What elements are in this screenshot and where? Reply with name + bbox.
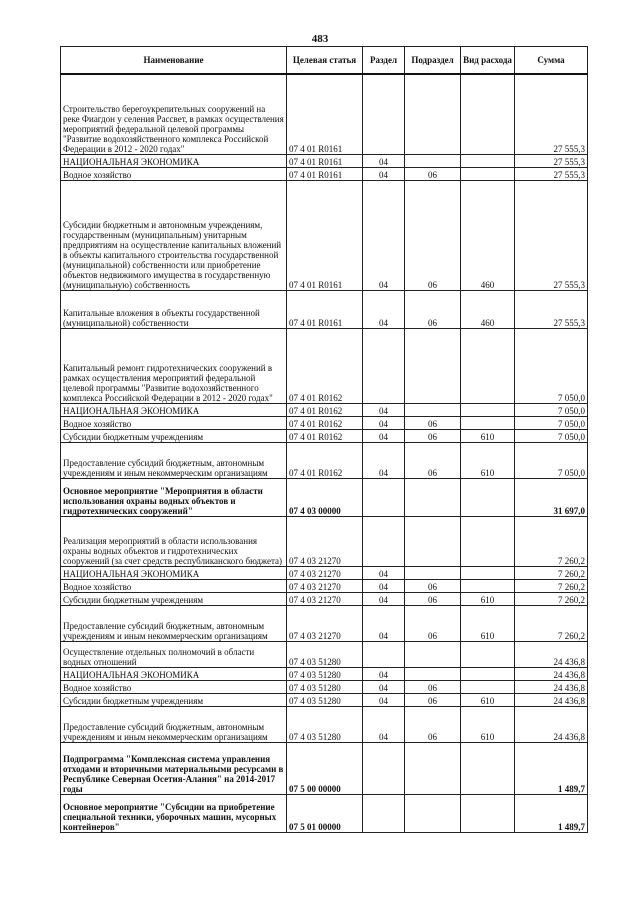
cell-sum: 27 555,3 [515,167,588,180]
cell-code: 07 4 03 21270 [287,605,363,641]
cell-code: 07 4 01 R0161 [287,154,363,167]
cell-name: Капитальный ремонт гидротехнических сооружений в рамках осуществления мероприятий федеральной целевой программы "Развитие водохозяйственного комплекса Российской Федерации в 2012 - 2020 годах" [61,328,287,403]
cell-name: Субсидии бюджетным учреждениям [61,693,287,706]
cell-section: 04 [363,680,405,693]
cell-sum: 1 489,7 [515,794,588,832]
cell-expense-type [461,74,515,154]
cell-code: 07 4 01 R0162 [287,403,363,416]
cell-expense-type: 460 [461,290,515,328]
cell-section: 04 [363,290,405,328]
cell-name: Субсидии бюджетным учреждениям [61,592,287,605]
table-row [61,742,588,794]
cell-subsection [405,667,461,680]
cell-expense-type [461,794,515,832]
cell-section: 04 [363,442,405,478]
cell-code: 07 4 03 00000 [287,478,363,516]
cell-name: НАЦИОНАЛЬНАЯ ЭКОНОМИКА [61,403,287,416]
cell-section: 04 [363,592,405,605]
cell-expense-type [461,328,515,403]
table-row [61,641,588,667]
cell-subsection: 06 [405,693,461,706]
cell-expense-type [461,154,515,167]
table-row [61,442,588,478]
table-row [61,706,588,742]
cell-code: 07 4 03 51280 [287,641,363,667]
cell-expense-type: 610 [461,429,515,442]
cell-name: Водное хозяйство [61,579,287,592]
cell-sum: 24 436,8 [515,680,588,693]
cell-expense-type [461,167,515,180]
table-row [61,667,588,680]
cell-sum: 27 555,3 [515,290,588,328]
cell-sum: 7 050,0 [515,328,588,403]
cell-section: 04 [363,605,405,641]
cell-name: НАЦИОНАЛЬНАЯ ЭКОНОМИКА [61,154,287,167]
cell-subsection: 06 [405,579,461,592]
header-name: Наименование [61,47,287,75]
cell-section [363,328,405,403]
cell-subsection: 06 [405,416,461,429]
cell-name: Осуществление отдельных полномочий в области водных отношений [61,641,287,667]
cell-name: Водное хозяйство [61,416,287,429]
cell-name: Основное мероприятие "Субсидии на приобретение специальной техники, уборочных машин, мусорных контейнеров" [61,794,287,832]
cell-sum: 31 697,0 [515,478,588,516]
cell-subsection: 06 [405,167,461,180]
cell-section [363,641,405,667]
cell-subsection: 06 [405,442,461,478]
cell-subsection [405,328,461,403]
cell-subsection [405,794,461,832]
table-row [61,290,588,328]
cell-name: Предоставление субсидий бюджетным, автономным учреждениям и иным некоммерческим организациям [61,706,287,742]
cell-expense-type [461,516,515,566]
cell-name: Предоставление субсидий бюджетным, автономным учреждениям и иным некоммерческим организациям [61,605,287,641]
cell-expense-type [461,566,515,579]
cell-section [363,478,405,516]
cell-section: 04 [363,416,405,429]
cell-subsection [405,566,461,579]
cell-subsection: 06 [405,605,461,641]
cell-expense-type [461,742,515,794]
table-row [61,154,588,167]
cell-subsection: 06 [405,290,461,328]
cell-section: 04 [363,706,405,742]
cell-code: 07 4 01 R0161 [287,167,363,180]
cell-code: 07 4 01 R0161 [287,180,363,290]
cell-subsection: 06 [405,429,461,442]
cell-name: Водное хозяйство [61,680,287,693]
cell-code: 07 4 03 51280 [287,706,363,742]
cell-code: 07 4 03 51280 [287,680,363,693]
cell-sum: 7 260,2 [515,605,588,641]
cell-name: Субсидии бюджетным учреждениям [61,429,287,442]
cell-expense-type [461,416,515,429]
cell-expense-type [461,478,515,516]
table-row [61,566,588,579]
cell-name: Подпрограмма "Комплексная система управления отходами и вторичными материальными ресурсами в Республике Северная Осетия-Алания" на 2014-2017 годы [61,742,287,794]
cell-code: 07 4 03 51280 [287,693,363,706]
header-expense-type: Вид расхода [461,47,515,75]
table-row [61,794,588,832]
cell-sum: 24 436,8 [515,706,588,742]
header-subsection: Подраздел [405,47,461,75]
cell-code: 07 4 01 R0162 [287,442,363,478]
cell-name: Реализация мероприятий в области использования охраны водных объектов и гидротехнических сооружений (за счет средств республиканского бюджета) [61,516,287,566]
table-row [61,74,588,154]
cell-name: Водное хозяйство [61,167,287,180]
table-body [61,74,588,832]
table-row [61,416,588,429]
table-row [61,403,588,416]
cell-code: 07 4 03 21270 [287,566,363,579]
cell-expense-type: 610 [461,592,515,605]
cell-sum: 7 260,2 [515,516,588,566]
cell-subsection [405,641,461,667]
cell-sum: 7 260,2 [515,579,588,592]
cell-sum: 24 436,8 [515,693,588,706]
cell-subsection [405,516,461,566]
table-row [61,680,588,693]
cell-name: Строительство берегоукрепительных сооружений на реке Фиагдон у селения Рассвет, в рамках осуществления мероприятий федеральной целевой программы "Развитие водохозяйственного комплекса Российской Федерации в 2012 - 2020 годах" [61,74,287,154]
cell-expense-type [461,680,515,693]
cell-subsection: 06 [405,180,461,290]
cell-code: 07 4 03 21270 [287,592,363,605]
cell-code: 07 5 00 00000 [287,742,363,794]
cell-name: Предоставление субсидий бюджетным, автономным учреждениям и иным некоммерческим организациям [61,442,287,478]
cell-section [363,742,405,794]
cell-sum: 7 050,0 [515,429,588,442]
cell-subsection [405,154,461,167]
cell-subsection: 06 [405,592,461,605]
table-row [61,516,588,566]
cell-sum: 27 555,3 [515,154,588,167]
cell-code: 07 4 01 R0162 [287,328,363,403]
cell-expense-type [461,667,515,680]
cell-expense-type: 610 [461,706,515,742]
table-row [61,180,588,290]
cell-expense-type: 610 [461,693,515,706]
table-row [61,429,588,442]
cell-subsection [405,403,461,416]
cell-expense-type: 610 [461,442,515,478]
cell-sum: 7 260,2 [515,566,588,579]
budget-table [60,46,588,833]
cell-subsection [405,74,461,154]
cell-section: 04 [363,154,405,167]
header-section: Раздел [363,47,405,75]
cell-sum: 27 555,3 [515,180,588,290]
cell-section [363,794,405,832]
cell-section: 04 [363,667,405,680]
table-row [61,592,588,605]
table-row [61,605,588,641]
cell-name: Субсидии бюджетным и автономным учреждениям, государственным (муниципальным) унитарным предприятиям на осуществление капитальных вложений в объекты капитального строительства государственной (муниципальной) собственности или приобретение объектов недвижимого имущества в государственную (муниципальную) собственность [61,180,287,290]
cell-sum: 27 555,3 [515,74,588,154]
table-row [61,579,588,592]
cell-subsection: 06 [405,706,461,742]
cell-section: 04 [363,566,405,579]
cell-section: 04 [363,429,405,442]
cell-sum: 24 436,8 [515,667,588,680]
cell-sum: 7 050,0 [515,442,588,478]
cell-section [363,74,405,154]
cell-sum: 1 489,7 [515,742,588,794]
cell-sum: 7 260,2 [515,592,588,605]
cell-name: НАЦИОНАЛЬНАЯ ЭКОНОМИКА [61,667,287,680]
cell-sum: 24 436,8 [515,641,588,667]
cell-name: Основное мероприятие "Мероприятия в области использования охраны водных объектов и гидротехнических сооружений" [61,478,287,516]
table-row [61,328,588,403]
table-row [61,478,588,516]
cell-expense-type [461,403,515,416]
cell-expense-type: 610 [461,605,515,641]
cell-section: 04 [363,180,405,290]
cell-name: НАЦИОНАЛЬНАЯ ЭКОНОМИКА [61,566,287,579]
table-row [61,167,588,180]
cell-expense-type [461,579,515,592]
cell-subsection [405,742,461,794]
cell-subsection [405,478,461,516]
cell-code: 07 4 03 21270 [287,579,363,592]
header-sum: Сумма [515,47,588,75]
cell-code: 07 4 01 R0161 [287,290,363,328]
cell-sum: 7 050,0 [515,403,588,416]
cell-code: 07 4 03 51280 [287,667,363,680]
cell-code: 07 4 01 R0162 [287,429,363,442]
cell-subsection: 06 [405,680,461,693]
cell-section: 04 [363,693,405,706]
cell-name: Капитальные вложения в объекты государственной (муниципальной) собственности [61,290,287,328]
cell-section: 04 [363,579,405,592]
cell-sum: 7 050,0 [515,416,588,429]
cell-section: 04 [363,167,405,180]
cell-section [363,516,405,566]
page-number: 483 [311,33,329,45]
table-header-row [61,47,588,75]
table-row [61,693,588,706]
cell-code: 07 4 01 R0162 [287,416,363,429]
cell-code: 07 5 01 00000 [287,794,363,832]
cell-code: 07 4 03 21270 [287,516,363,566]
cell-code: 07 4 01 R0161 [287,74,363,154]
cell-expense-type: 460 [461,180,515,290]
cell-expense-type [461,641,515,667]
cell-section: 04 [363,403,405,416]
header-code: Целевая статья [287,47,363,75]
